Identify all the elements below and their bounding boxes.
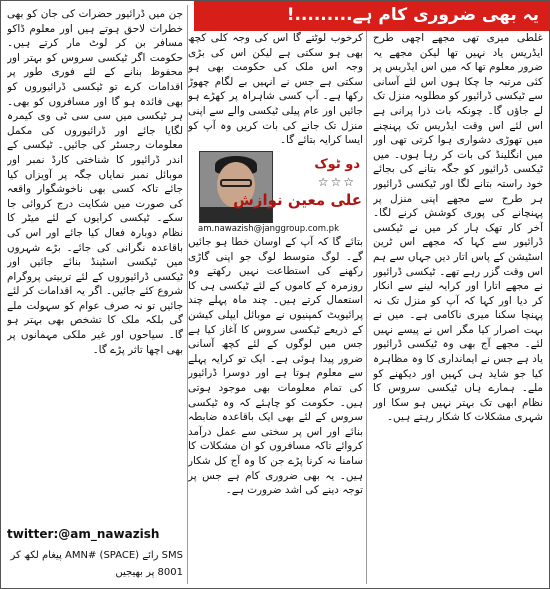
sms-instructions: SMS رائے AMN# (SPACE) پیغام لکھ کر [10, 550, 183, 561]
sms-number: 8001 پر بھیجیں [115, 567, 183, 578]
article-column-left [7, 7, 183, 527]
article-column-middle-top [188, 31, 363, 151]
article-column-middle-bottom [188, 235, 363, 587]
author-byline [196, 151, 364, 236]
article-text: غلطی میری تھی مجھے اچھی طرح ایڈریس یاد نہیں تھا لیکن مجھے یہ ضرور معلوم تھا کہ میں اس ایڈریس پر کئی مرتبہ جا چکا ہوں اس لئے آسانی سے ٹیکسی ڈرائیور کو مطلوبہ منزل تک لے جاؤں گا۔ چونکہ بات ذرا پرانی ہے اس لئے اس وقت ایڈریس تک پہنچنے میں تھوڑی دشواری ہوا کرتی تھی اور میں انگلینڈ کی بات کر رہا ہوں۔ میں ٹیکسی ڈرائیور کو جگہ بتانے کی بجائے خود راستہ بتانے لگا اور ٹیکسی ڈرائیور ہر طرح سے مجھے اپنی منزل پر پہنچانے کی پوری کوشش کرنے لگا۔ آخر کار تھک ہار کر میں نے ٹیکسی ڈرائیور سے کہا کہ مجھے اس ٹرین اسٹیشن کے پاس اتار دیں جہاں سے ہم اس وقت گزر رہے تھے۔ ٹیکسی ڈرائیور نے مجھے اتارا اور کرایہ لینے سے انکار کر دیا اور کہا کہ آپ کو منزل تک نہ پہنچا سکنا میری ناکامی ہے۔ میں نے بہت اصرار کیا مگر اس نے پیسے نہیں لئے۔ مجھے آج بھی وہ ٹیکسی ڈرائیور یاد ہے جس نے ایمانداری کا وہ مظاہرہ کیا جو شاید ہی کہیں اور دیکھنے کو ملے۔ ہمارے ہاں ٹیکسی سروس کا نظام ابھی تک بہتر نہیں ہو سکا اور شہری مشکلات کا شکار رہتے ہیں۔ [373, 32, 543, 424]
column-title: دو ٹوک [314, 157, 360, 172]
article-text: کرخوب لوٹتے گا اس کی وجہ کلی کچھ بھی ہو سکتی ہے لیکن اس کی بڑی وجہ اس ملک کی حکومت بھی ہو سکتی ہے جس نے انہیں بے لگام چھوڑ رکھا ہے۔ آپ کسی شاہراہ پر کھڑے ہو جائیں اور عام پیلی ٹیکسی والے سے اپنی منزل تک جانے کی بات کریں وہ آپ کو ایسا کرایہ بتائے گا۔ [188, 32, 363, 147]
article-column-right [373, 31, 543, 587]
article-text: جن میں ڈرائیور حضرات کی جان کو بھی خطرات لاحق ہوتے ہیں اور معلوم ڈاکو مسافر بن کر لوٹ مار کرتے ہیں۔ حکومت اگر ٹیکسی سروس کو بہتر اور محفوظ بنانے کے لئے فوری طور پر اقدامات کرے تو ٹیکسی ڈرائیوروں کو بھی فائدہ ہو گا اور مسافروں کو بھی۔ ہر ٹیکسی میں سی سی ٹی وی کیمرہ لگایا جائے اور ڈرائیوروں کی مکمل معلومات رجسٹر کی جائیں۔ ٹیکسی کے اندر ڈرائیور کا شناختی کارڈ نمبر اور موبائل نمبر نمایاں جگہ پر آویزاں کیا جائے تاکہ کسی بھی ناخوشگوار واقعہ کی صورت میں شکایت درج کروائی جا سکے۔ ٹیکسی کرایوں کے لئے میٹر کا نظام دوبارہ فعال کیا جائے اور اس کی باقاعدہ نگرانی کی جائے۔ بڑے شہروں میں ٹیکسی اسٹینڈ بنائے جائیں اور ٹیکسی ڈرائیوروں کے لئے تربیتی پروگرام شروع کئے جائیں۔ اگر یہ اقدامات کر لئے جائیں تو نہ صرف عوام کو سہولت ملے گی بلکہ ملک کا تشخص بھی بہتر ہو گا۔ سیاحوں اور غیر ملکی مہمانوں پر بھی اچھا تاثر پڑے گا۔ [7, 8, 183, 356]
stars-icon: ☆☆☆ [317, 175, 356, 189]
author-photo [199, 151, 273, 223]
headline-bar [194, 1, 549, 31]
author-email: am.nawazish@janggroup.com.pk [198, 224, 340, 234]
twitter-handle: twitter:@am_nawazish [7, 527, 160, 541]
headline: یہ بھی ضروری کام ہے.........! [286, 5, 539, 25]
author-name: علی معین نوازش [233, 191, 362, 209]
column-divider [366, 31, 367, 584]
article-text: بتائے گا کہ آپ کے اوسان خطا ہو جائیں گے۔ لوگ متوسط لوگ جو اپنی گاڑی رکھنے کی استطاعت نہیں رکھتے وہ روزمرہ کے کاموں کے لئے ٹیکسی ہی کا استعمال کرتے ہیں۔ چند ماہ پہلے چند پرائیویٹ کمپنیوں نے موبائل ایپلی کیشن کے ذریعے ٹیکسی سروس کا آغاز کیا ہے جس میں لوگوں کے لئے کچھ آسانی ضرور پیدا ہوئی ہے۔ ایک تو کرایہ پہلے سے معلوم ہوتا ہے اور دوسرا ڈرائیور کی تمام معلومات بھی موجود ہوتی ہیں۔ حکومت کو چاہئے کہ وہ ٹیکسی سروس کے لئے بھی ایک باقاعدہ ضابطہ بنائے اور اس پر سختی سے عمل درآمد کروائے تاکہ مسافروں کو ان مشکلات کا سامنا نہ کرنا پڑے جن کا وہ آج کل شکار ہیں۔ یہ بھی ضروری کام ہے جس پر توجہ دینے کی اشد ضرورت ہے۔ [188, 236, 363, 497]
